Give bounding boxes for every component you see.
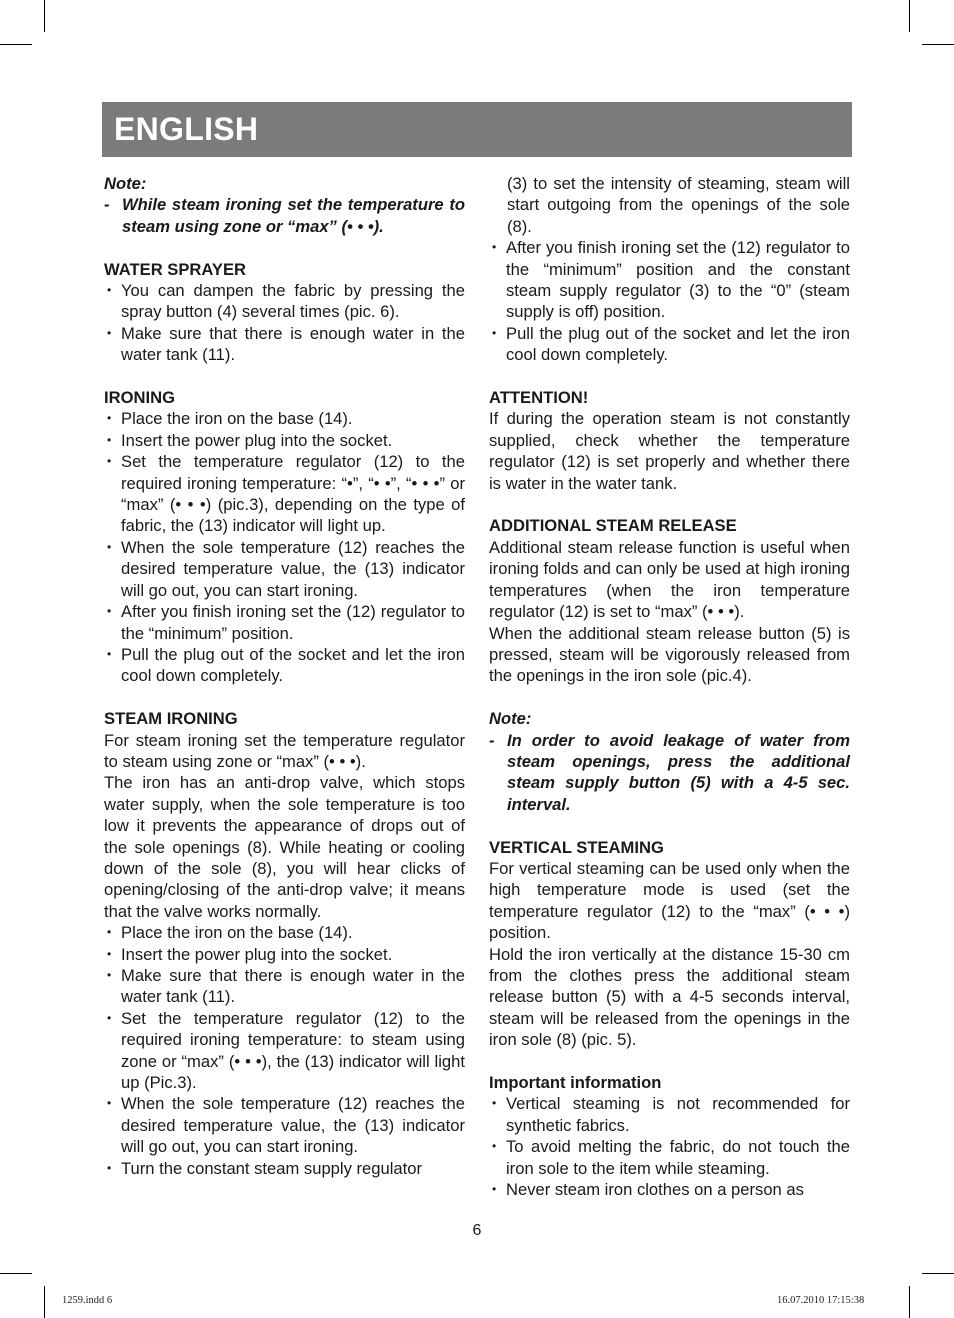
steam-ironing-list bbox=[104, 922, 465, 1179]
list-item: • Place the iron on the base (14). bbox=[104, 922, 465, 943]
crop-mark bbox=[0, 44, 32, 45]
list-item: • After you finish ironing set the (12) regulator to the “minimum” position. bbox=[104, 601, 465, 644]
water-sprayer-list bbox=[104, 280, 465, 366]
important-heading: Important information bbox=[489, 1072, 662, 1092]
vertical-steaming-heading: VERTICAL STEAMING bbox=[489, 837, 664, 857]
list-item: • Pull the plug out of the socket and let the iron cool down completely. bbox=[104, 644, 465, 687]
note-label: Note: bbox=[104, 174, 147, 193]
paragraph: If during the operation steam is not constantly supplied, check whether the temperature regulator (12) is set properly and whether there is water in the water tank. bbox=[489, 409, 850, 493]
list-item: • After you finish ironing set the (12) regulator to the “minimum” position and the constant steam supply regulator (3) to the “0” (steam supply is off) position. bbox=[489, 237, 850, 323]
ironing-heading: IRONING bbox=[104, 388, 175, 408]
crop-mark bbox=[44, 0, 45, 32]
language-header bbox=[102, 102, 852, 157]
list-item: • Place the iron on the base (14). bbox=[104, 408, 465, 429]
list-item: • Make sure that there is enough water in the water tank (11). bbox=[104, 323, 465, 366]
paragraph: The iron has an anti-drop valve, which stops water supply, when the sole temperature is too low it prevents the appearance of drops out of the sole openings (8). While heating or cooling down of the sole (8), you will hear clicks of opening/closing of the anti-drop valve; it means that the valve works normally. bbox=[104, 773, 465, 921]
right-column bbox=[489, 173, 850, 1200]
note-section bbox=[104, 173, 465, 237]
water-sprayer-heading: WATER SPRAYER bbox=[104, 259, 246, 279]
crop-mark bbox=[909, 0, 910, 32]
note-item bbox=[489, 730, 850, 816]
note-text: While steam ironing set the temperature to steam using zone or “max” (• • •). bbox=[122, 195, 465, 236]
paragraph: For vertical steaming can be used only when the high temperature mode is used (set the temperature regulator (12) to the “max” (• • •) position. bbox=[489, 858, 850, 943]
list-item: • Never steam iron clothes on a person as bbox=[489, 1179, 850, 1200]
slug-file: 1259.indd 6 bbox=[62, 1295, 113, 1306]
paragraph: When the additional steam release button (5) is pressed, steam will be vigorously released from the openings in the iron sole (pic.4). bbox=[489, 623, 850, 686]
list-item: • Vertical steaming is not recommended for synthetic fabrics. bbox=[489, 1093, 850, 1136]
crop-mark bbox=[909, 1286, 910, 1318]
paragraph: Additional steam release function is useful when ironing folds and can only be used at high ironing temperatures (when the iron temperature regulator (12) is set to “max” (• • •). bbox=[489, 537, 850, 622]
attention-heading: ATTENTION! bbox=[489, 388, 589, 408]
list-item: • Pull the plug out of the socket and let the iron cool down completely. bbox=[489, 323, 850, 366]
note-label: Note: bbox=[489, 709, 532, 729]
paragraph: Hold the iron vertically at the distance 15-30 cm from the clothes press the additional steam release button (5) with a 4-5 seconds interval, steam will be released from the openings in the iron sole (8) (pic. 5). bbox=[489, 944, 850, 1050]
list-item: • Insert the power plug into the socket. bbox=[104, 430, 465, 451]
crop-mark bbox=[44, 1286, 45, 1318]
page-number: 6 bbox=[472, 1222, 482, 1239]
additional-steam-heading: ADDITIONAL STEAM RELEASE bbox=[489, 516, 737, 536]
list-item: • Set the temperature regulator (12) to the required ironing temperature: to steam using zone or “max” (• • •), the (13) indicator will light up (Pic.3). bbox=[104, 1008, 465, 1094]
finish-list bbox=[489, 237, 850, 365]
crop-mark bbox=[922, 1273, 954, 1274]
important-list bbox=[489, 1093, 850, 1200]
list-item: • Turn the constant steam supply regulator bbox=[104, 1158, 465, 1179]
note-dash: - bbox=[489, 730, 495, 750]
list-item: • Insert the power plug into the socket. bbox=[104, 944, 465, 965]
ironing-list bbox=[104, 408, 465, 686]
crop-mark bbox=[0, 1273, 32, 1274]
list-item: • When the sole temperature (12) reaches the desired temperature value, the (13) indicator will go out, you can start ironing. bbox=[104, 537, 465, 601]
slug-date: 16.07.2010 17:15:38 bbox=[777, 1295, 865, 1306]
crop-mark bbox=[922, 44, 954, 45]
list-item: • When the sole temperature (12) reaches the desired temperature value, the (13) indicator will go out, you can start ironing. bbox=[104, 1093, 465, 1157]
list-item: • To avoid melting the fabric, do not touch the iron sole to the item while steaming. bbox=[489, 1136, 850, 1179]
note-dash: - bbox=[104, 195, 110, 215]
steam-ironing-heading: STEAM IRONING bbox=[104, 709, 238, 729]
list-item: • You can dampen the fabric by pressing the spray button (4) several times (pic. 6). bbox=[104, 280, 465, 323]
list-item: • Set the temperature regulator (12) to the required ironing temperature: “•”, “• •”, “• • •” or “max” (• • •) (pic.3), depending on the type of fabric, the (13) indicator will light up. bbox=[104, 451, 465, 537]
paragraph: For steam ironing set the temperature regulator to steam using zone or “max” (• • •). bbox=[104, 730, 465, 771]
left-column bbox=[104, 173, 465, 1179]
list-item: • Make sure that there is enough water in the water tank (11). bbox=[104, 965, 465, 1008]
page-title: ENGLISH bbox=[114, 111, 259, 147]
note-item bbox=[104, 194, 465, 237]
note-text: In order to avoid leakage of water from steam openings, press the additional steam supply button (5) with a 4-5 sec. interval. bbox=[507, 730, 850, 814]
list-item-continuation: (3) to set the intensity of steaming, steam will start outgoing from the openings of the sole (8). bbox=[507, 174, 850, 236]
